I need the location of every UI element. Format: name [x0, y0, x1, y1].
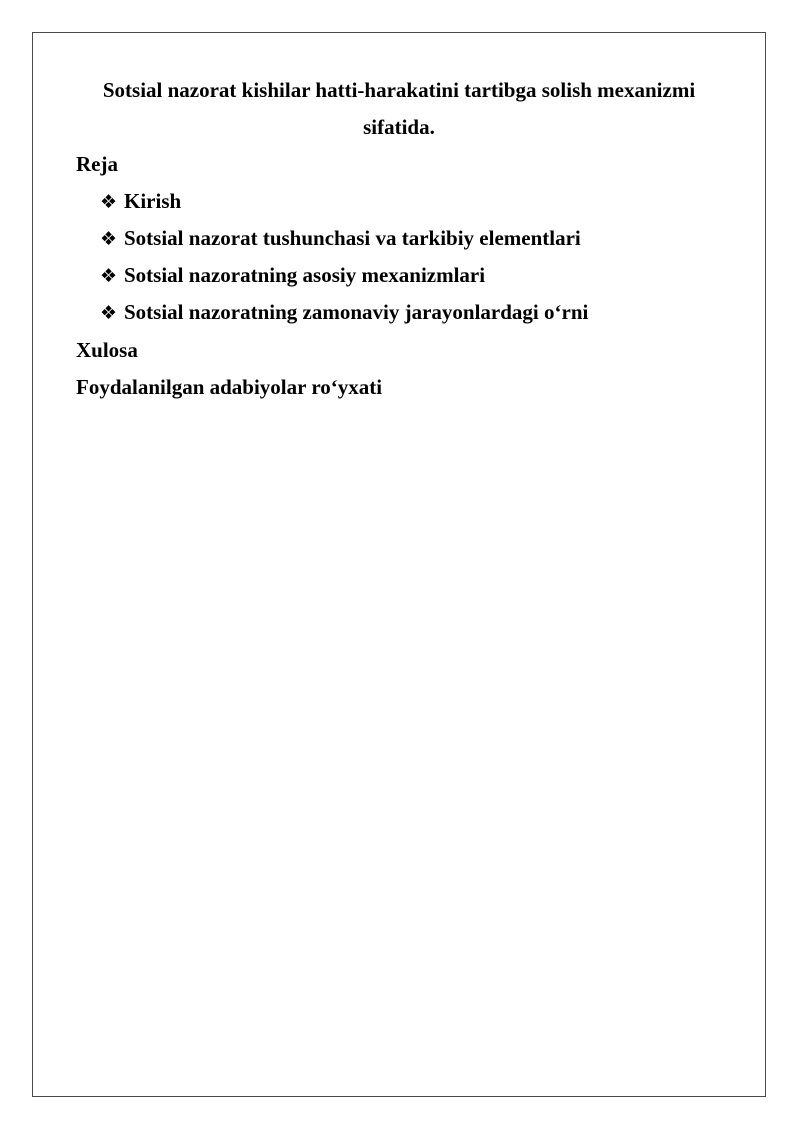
- plan-item-introduction: [100, 189, 181, 214]
- plan-item-concept: [100, 226, 581, 251]
- document-title-line-1: Sotsial nazorat kishilar hatti-harakatini tartibga solish mexanizmi: [102, 78, 696, 102]
- conclusion-heading: Xulosa: [76, 338, 138, 362]
- plan-item-label: Sotsial nazorat tushunchasi va tarkibiy elementlari: [124, 226, 581, 250]
- diamond-bullet-icon: ❖: [100, 228, 118, 250]
- document-title-line-2: sifatida.: [363, 115, 435, 139]
- plan-heading: Reja: [76, 152, 118, 176]
- plan-item-modern-role: [100, 300, 588, 325]
- plan-item-label: Kirish: [124, 189, 182, 213]
- plan-item-label: Sotsial nazoratning asosiy mexanizmlari: [124, 263, 486, 287]
- diamond-bullet-icon: ❖: [100, 191, 118, 213]
- diamond-bullet-icon: ❖: [100, 302, 118, 324]
- references-heading: Foydalanilgan adabiyolar ro‘yxati: [76, 375, 383, 399]
- plan-item-label: Sotsial nazoratning zamonaviy jarayonlardagi o‘rni: [124, 300, 589, 324]
- diamond-bullet-icon: ❖: [100, 265, 118, 287]
- plan-item-mechanisms: [100, 263, 485, 288]
